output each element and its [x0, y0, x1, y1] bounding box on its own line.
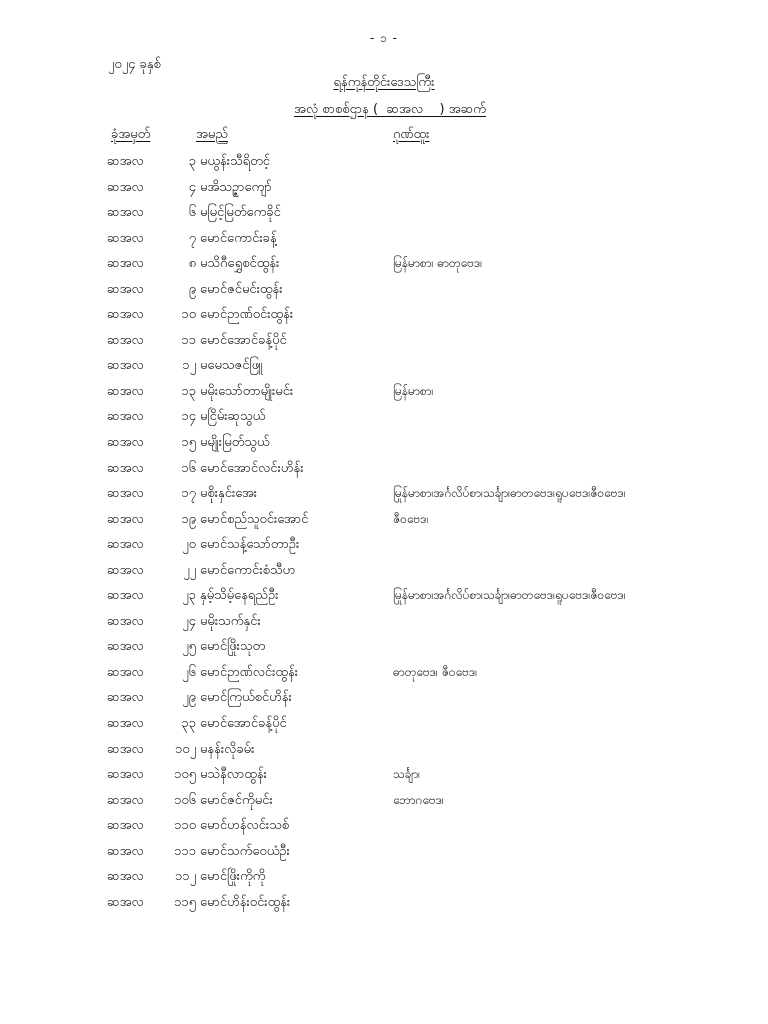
row-code: ဆအလ: [107, 767, 144, 783]
list-item: [0, 150, 768, 176]
document-title-text: ရန်ကုန်တိုင်းဒေသကြီး: [333, 75, 435, 90]
row-code: ဆအလ: [107, 358, 144, 374]
list-item: [0, 865, 768, 891]
column-header-row: [0, 126, 768, 146]
list-item: [0, 508, 768, 534]
row-name: မောင်အောင်လင်းဟိန်း: [200, 460, 304, 476]
row-name: မမြင့်မြတ်ကေခိုင်: [200, 205, 281, 221]
row-number: ၂၉: [182, 690, 196, 706]
list-item: [0, 329, 768, 355]
row-name: မမျိုးမြတ်သွယ်: [200, 435, 270, 451]
row-code: ဆအလ: [107, 435, 144, 451]
row-number: ၇: [188, 230, 196, 246]
row-name: မောင်ဖြိုးသုတ: [200, 639, 266, 655]
list-item: [0, 457, 768, 483]
list-item: [0, 482, 768, 508]
row-code: ဆအလ: [107, 409, 144, 425]
row-code: ဆအလ: [107, 869, 144, 885]
row-code: ဆအလ: [107, 205, 144, 221]
row-name: မောင်ဇင်မင်းထွန်း: [200, 281, 283, 297]
list-item: [0, 533, 768, 559]
row-number: ၆: [188, 205, 196, 221]
row-name: မမိုးသော်တာမျိုးမင်း: [200, 383, 294, 399]
list-item: [0, 789, 768, 815]
row-name: နှမ့်သိမ့်နေရည်ဦး: [200, 588, 279, 604]
row-number: ၁၁၀: [174, 818, 196, 834]
row-name: မောင်ဉာဏ်ဝင်းထွန်း: [200, 307, 294, 323]
list-item: [0, 738, 768, 764]
list-item: [0, 763, 768, 789]
row-number: ၁၁: [181, 332, 196, 348]
row-subject: ဘောဂဗေဒ၊: [393, 792, 444, 807]
row-number: ၂၅: [182, 639, 196, 655]
list-item: [0, 610, 768, 636]
row-name: မမေသဇင်ဖြူ: [200, 358, 263, 374]
row-code: ဆအလ: [107, 639, 144, 655]
list-item: [0, 431, 768, 457]
row-name: မောင်ဟိန်းဝင်းထွန်း: [200, 894, 291, 910]
column-header-name: အမည်: [196, 127, 228, 142]
list-item: [0, 405, 768, 431]
row-subject: သင်္ချာ၊: [393, 767, 421, 782]
page-number: - ၁ -: [369, 31, 399, 45]
row-number: ၂၆: [182, 664, 196, 680]
row-name: မနန်းလိုခမ်း: [200, 741, 255, 757]
row-code: ဆအလ: [107, 843, 144, 859]
row-code: ဆအလ: [107, 154, 144, 169]
row-name: မငြိမ်းဆုသွယ်: [200, 409, 266, 425]
row-name: မောင်ကောင်းစံသီဟ: [200, 562, 296, 578]
row-code: ဆအလ: [107, 256, 144, 272]
list-item: [0, 354, 768, 380]
document-subtitle: [0, 101, 768, 120]
row-name: မောင်ဉာဏ်လင်းထွန်း: [200, 664, 299, 680]
list-item: [0, 840, 768, 866]
row-name: မမိုးသက်နှင်း: [200, 613, 261, 629]
list-item: [0, 380, 768, 406]
row-code: ဆအလ: [107, 307, 144, 323]
row-number: ၁၄: [181, 409, 196, 425]
row-code: ဆအလ: [107, 588, 144, 604]
row-code: ဆအလ: [107, 486, 144, 502]
row-number: ၂၂: [183, 562, 196, 578]
row-code: ဆအလ: [107, 562, 144, 578]
row-number: ၁၁၂: [174, 869, 196, 885]
row-code: ဆအလ: [107, 383, 144, 399]
row-name: မောင်ကြယ်စင်ဟိန်း: [200, 690, 292, 706]
list-item: [0, 584, 768, 610]
list-item: [0, 559, 768, 585]
row-number: ၁၇: [181, 486, 196, 502]
list-item: [0, 227, 768, 253]
row-number: ၁၀၂: [174, 741, 196, 757]
row-name: မောင်သန့်သော်တာဦး: [200, 537, 300, 553]
row-number: ၁၁၅: [174, 894, 196, 910]
list-item: [0, 635, 768, 661]
row-code: ဆအလ: [107, 537, 144, 553]
document-title: [0, 74, 768, 93]
row-number: ၄: [188, 179, 196, 195]
row-code: ဆအလ: [107, 230, 144, 246]
row-subject: မြန်မာစာ၊အင်္ဂလိပ်စာ၊သင်္ချာ၊ဓာတုဗေဒ၊ရူပဗေဒ၊ဇီဝဗေဒ၊: [393, 486, 626, 501]
row-code: ဆအလ: [107, 664, 144, 680]
row-code: ဆအလ: [107, 818, 144, 834]
row-number: ၂၃: [182, 588, 196, 604]
list-item: [0, 891, 768, 917]
row-number: ၁၀၆: [174, 792, 196, 808]
row-number: ၃၃: [181, 716, 196, 732]
row-name: မောင်အောင်ခန့်ပိုင်: [200, 716, 287, 732]
row-code: ဆအလ: [107, 792, 144, 808]
column-header-subject: ဂုဏ်ထူး: [393, 127, 430, 142]
row-subject: ဇီဝဗေဒ၊: [393, 511, 429, 526]
row-number: ၁၆: [181, 460, 196, 476]
row-number: ၁၉: [181, 511, 196, 527]
results-list: [0, 150, 768, 916]
list-item: [0, 252, 768, 278]
row-number: ၈: [188, 256, 196, 272]
row-name: မောင်ဖြိုးကိုကို: [200, 869, 266, 885]
row-name: မောင်သက်ဝေယံဦး: [200, 843, 290, 859]
list-item: [0, 303, 768, 329]
row-subject: မြန်မာစာ၊အင်္ဂလိပ်စာ၊သင်္ချာ၊ဓာတုဗေဒ၊ရူပဗေဒ၊ဇီဝဗေဒ၊: [393, 588, 626, 603]
column-header-code: ခုံအမှတ်: [111, 127, 151, 142]
row-name: မောင်အောင်ခန့်ပိုင်: [200, 332, 287, 348]
row-number: ၁၁၁: [174, 843, 196, 859]
row-number: ၉: [188, 281, 196, 297]
row-code: ဆအလ: [107, 613, 144, 629]
list-item: [0, 278, 768, 304]
row-code: ဆအလ: [107, 281, 144, 297]
row-name: မအိသဉ္ဇာကျော်: [200, 179, 272, 195]
document-subtitle-text: အလုံ စာစစ်ဌာန ( ဆအလ ) အဆက်: [294, 102, 486, 117]
row-code: ဆအလ: [107, 741, 144, 757]
row-subject: မြန်မာစာ၊ ဓာတုဗေဒ၊: [393, 256, 483, 271]
row-name: မောင်ဟန်လင်းသစ်: [200, 818, 290, 834]
list-item: [0, 661, 768, 687]
list-item: [0, 814, 768, 840]
row-number: ၁၂: [182, 358, 196, 374]
row-number: ၂၀: [182, 537, 196, 553]
row-number: ၁၃: [181, 383, 196, 399]
row-number: ၁၀၅: [174, 767, 196, 783]
row-subject: ဓာတုဗေဒ၊ ဇီဝဗေဒ၊: [393, 664, 478, 679]
row-code: ဆအလ: [107, 690, 144, 706]
row-name: မောင်ဇင်ကိုမင်း: [200, 792, 273, 808]
list-item: [0, 712, 768, 738]
row-code: ဆအလ: [107, 511, 144, 527]
row-name: မောင်စည်သူဝင်းအောင်: [200, 511, 309, 527]
row-name: မသဲနီလာထွန်း: [200, 767, 267, 783]
row-code: ဆအလ: [107, 179, 144, 195]
row-name: မသိဂီရွှေစင်ထွန်း: [200, 256, 280, 272]
row-code: ဆအလ: [107, 332, 144, 348]
row-subject: မြန်မာစာ၊: [393, 383, 434, 398]
list-item: [0, 686, 768, 712]
row-name: မစိုးနှင်းအေး: [200, 486, 258, 502]
row-code: ဆအလ: [107, 460, 144, 476]
row-number: ၁၀: [181, 307, 196, 323]
list-item: [0, 176, 768, 202]
row-code: ဆအလ: [107, 716, 144, 732]
row-name: မောင်ကောင်းခန့်: [200, 230, 277, 246]
row-number: ၃: [188, 154, 196, 169]
list-item: [0, 201, 768, 227]
year-label: ၂၀၂၄ ခုနှစ်: [108, 57, 161, 72]
row-name: မယွန်းသီရိတင့်: [200, 154, 270, 169]
row-number: ၂၄: [182, 613, 196, 629]
row-code: ဆအလ: [107, 894, 144, 910]
row-number: ၁၅: [181, 435, 196, 451]
